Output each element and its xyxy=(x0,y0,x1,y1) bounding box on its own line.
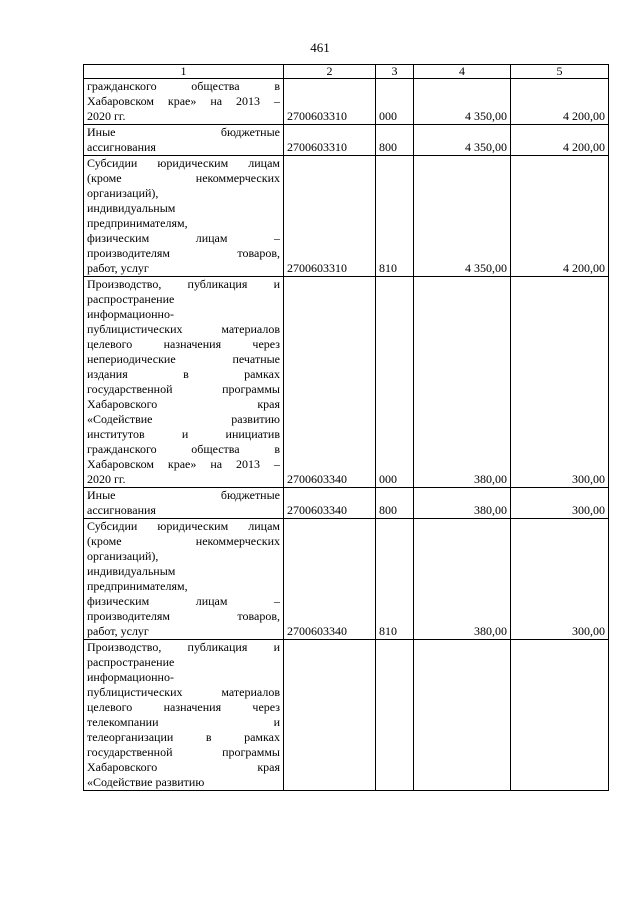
description-line: «Содействие развитию xyxy=(87,775,205,789)
row-amount-2019: 380,00 xyxy=(414,277,511,488)
table-row xyxy=(84,277,609,488)
description-line: физическим лицам – xyxy=(87,594,280,608)
row-amount-2020: 4 200,00 xyxy=(511,156,609,277)
page-number: 461 xyxy=(310,40,330,55)
description-line: предпринимателям, xyxy=(87,216,188,230)
row-amount-2020: 4 200,00 xyxy=(511,79,609,125)
row-expense-type: 000 xyxy=(376,79,414,125)
row-description xyxy=(84,125,284,156)
description-line: «Содействие развитию xyxy=(87,412,280,426)
header-col-2: 2 xyxy=(284,65,376,79)
description-line: 2020 гг. xyxy=(87,472,126,486)
description-line: институтов и инициатив xyxy=(87,427,280,441)
description-line: работ, услуг xyxy=(87,624,149,638)
description-line: гражданского общества в xyxy=(87,79,280,93)
description-line: Хабаровском крае» на 2013 – xyxy=(87,94,280,108)
description-line: государственной программы xyxy=(87,382,280,396)
description-line: телеорганизации в рамках xyxy=(87,730,280,744)
row-amount-2020: 300,00 xyxy=(511,488,609,519)
description-line: Иные бюджетные xyxy=(87,125,280,139)
row-code: 2700603340 xyxy=(284,519,376,640)
description-line: 2020 гг. xyxy=(87,109,126,123)
header-col-1: 1 xyxy=(84,65,284,79)
description-line: работ, услуг xyxy=(87,261,149,275)
description-line: предпринимателям, xyxy=(87,579,188,593)
table-row xyxy=(84,488,609,519)
description-line: производителям товаров, xyxy=(87,609,280,623)
description-line: Субсидии юридическим лицам xyxy=(87,519,280,533)
description-line: информационно- xyxy=(87,670,174,684)
description-line: производителям товаров, xyxy=(87,246,280,260)
table-row xyxy=(84,79,609,125)
description-line: организаций), xyxy=(87,549,159,563)
description-line: Субсидии юридическим лицам xyxy=(87,156,280,170)
row-expense-type: 810 xyxy=(376,519,414,640)
row-description xyxy=(84,156,284,277)
description-line: издания в рамках xyxy=(87,367,280,381)
description-line: непериодические печатные xyxy=(87,352,280,366)
row-code: 2700603340 xyxy=(284,488,376,519)
row-amount-2019: 4 350,00 xyxy=(414,156,511,277)
description-line: индивидуальным xyxy=(87,201,176,215)
description-line: ассигнования xyxy=(87,140,156,154)
description-line: физическим лицам – xyxy=(87,231,280,245)
description-line: телекомпании и xyxy=(87,715,280,729)
header-col-3: 3 xyxy=(376,65,414,79)
table-row xyxy=(84,156,609,277)
row-expense-type: 800 xyxy=(376,125,414,156)
description-line: целевого назначения через xyxy=(87,700,280,714)
row-code: 2700603310 xyxy=(284,125,376,156)
table-row xyxy=(84,640,609,791)
row-expense-type xyxy=(376,640,414,791)
description-line: целевого назначения через xyxy=(87,337,280,351)
row-amount-2020 xyxy=(511,640,609,791)
row-description xyxy=(84,519,284,640)
description-line: публицистических материалов xyxy=(87,685,280,699)
row-code: 2700603310 xyxy=(284,79,376,125)
description-line: (кроме некоммерческих xyxy=(87,534,280,548)
row-description xyxy=(84,277,284,488)
table-body xyxy=(84,79,609,791)
description-line: Производство, публикация и xyxy=(87,640,280,654)
row-expense-type: 800 xyxy=(376,488,414,519)
description-line: (кроме некоммерческих xyxy=(87,171,280,185)
row-expense-type: 810 xyxy=(376,156,414,277)
description-line: информационно- xyxy=(87,307,174,321)
description-line: индивидуальным xyxy=(87,564,176,578)
row-amount-2020: 300,00 xyxy=(511,519,609,640)
row-code: 2700603310 xyxy=(284,156,376,277)
table-row xyxy=(84,519,609,640)
row-amount-2019: 4 350,00 xyxy=(414,79,511,125)
description-line: публицистических материалов xyxy=(87,322,280,336)
description-line: Хабаровского края xyxy=(87,397,280,411)
row-description xyxy=(84,488,284,519)
description-line: государственной программы xyxy=(87,745,280,759)
row-description xyxy=(84,640,284,791)
description-line: Хабаровском крае» на 2013 – xyxy=(87,457,280,471)
header-row xyxy=(84,65,609,79)
budget-table xyxy=(83,64,609,791)
description-line: гражданского общества в xyxy=(87,442,280,456)
description-line: Хабаровского края xyxy=(87,760,280,774)
description-line: организаций), xyxy=(87,186,159,200)
header-col-4: 4 xyxy=(414,65,511,79)
description-line: распространение xyxy=(87,292,175,306)
row-code xyxy=(284,640,376,791)
row-amount-2020: 4 200,00 xyxy=(511,125,609,156)
table-row xyxy=(84,125,609,156)
row-amount-2019 xyxy=(414,640,511,791)
description-line: Иные бюджетные xyxy=(87,488,280,502)
row-amount-2020: 300,00 xyxy=(511,277,609,488)
description-line: Производство, публикация и xyxy=(87,277,280,291)
header-col-5: 5 xyxy=(511,65,609,79)
row-code: 2700603340 xyxy=(284,277,376,488)
description-line: распространение xyxy=(87,655,175,669)
row-expense-type: 000 xyxy=(376,277,414,488)
description-line: ассигнования xyxy=(87,503,156,517)
row-amount-2019: 380,00 xyxy=(414,488,511,519)
row-amount-2019: 4 350,00 xyxy=(414,125,511,156)
row-description xyxy=(84,79,284,125)
row-amount-2019: 380,00 xyxy=(414,519,511,640)
